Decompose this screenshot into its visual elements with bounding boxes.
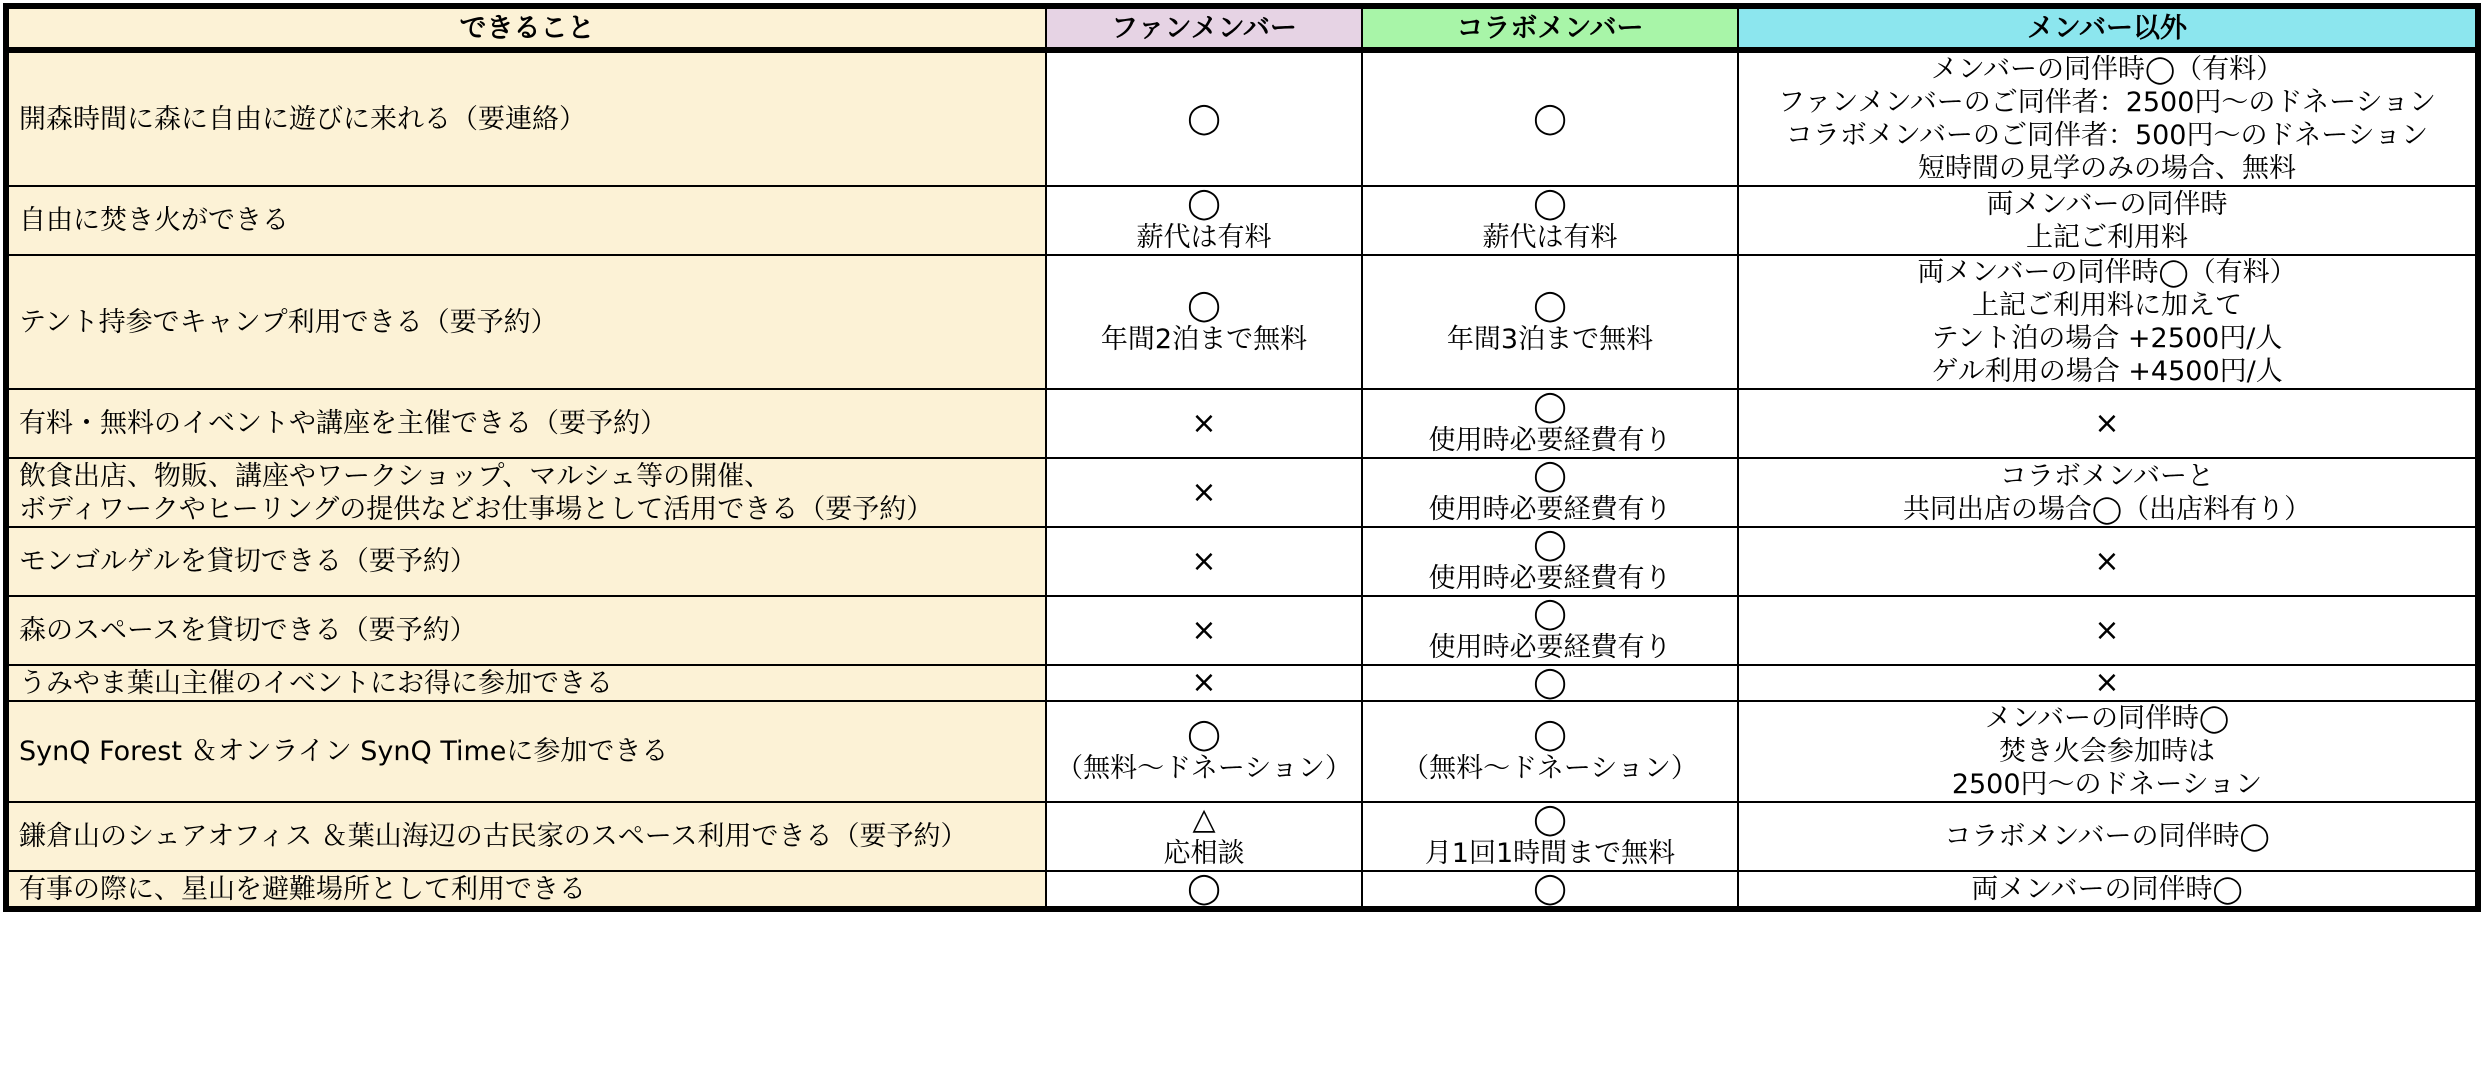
feature-cell [6, 186, 1046, 255]
cell-line: 薪代は有料 [1482, 222, 1618, 253]
cell-line: ◯ [1187, 717, 1221, 752]
table-row [6, 186, 2478, 255]
non-member-cell [1738, 527, 2478, 596]
feature-cell [6, 527, 1046, 596]
cell-line: ◯ [1533, 389, 1567, 424]
fan-member-cell [1046, 50, 1362, 186]
cell-line: 上記ご利用料 [2026, 221, 2188, 253]
cell-line: ◯ [1533, 665, 1567, 700]
cell-line: 使用時必要経費有り [1428, 563, 1672, 594]
table-row [6, 871, 2478, 909]
cell-line: 飲食出店、物販、講座やワークショップ、マルシェ等の開催、 [19, 460, 772, 492]
non-member-cell [1738, 458, 2478, 527]
cell-line: コラボメンバーのご同伴者：500円〜のドネーション [1785, 120, 2429, 151]
cell-line: ◯ [1533, 186, 1567, 221]
cell-line: 月1回1時間まで無料 [1424, 838, 1676, 869]
fan-member-cell [1046, 871, 1362, 909]
table-row [6, 665, 2478, 701]
collab-member-cell [1362, 50, 1738, 186]
header-features: できること [6, 6, 1046, 50]
cell-line: 共同出店の場合◯（出店料有り） [1902, 493, 2312, 525]
collab-member-cell [1362, 665, 1738, 701]
cell-line: ◯ [1533, 527, 1567, 562]
cell-line: モンゴルゲルを貸切できる（要予約） [19, 546, 477, 577]
cell-line: ◯ [1187, 186, 1221, 221]
collab-member-cell [1362, 186, 1738, 255]
non-member-cell [1738, 701, 2478, 802]
cell-line: メンバーの同伴時◯（有料） [1930, 54, 2284, 85]
non-member-cell [1738, 255, 2478, 389]
fan-member-cell [1046, 255, 1362, 389]
cell-line: 薪代は有料 [1136, 222, 1272, 253]
cell-line: △ [1192, 802, 1216, 837]
cell-line: 森のスペースを貸切できる（要予約） [19, 615, 477, 646]
cell-line: 年間3泊まで無料 [1446, 323, 1654, 355]
cell-line: 使用時必要経費有り [1428, 425, 1672, 456]
feature-cell [6, 458, 1046, 527]
non-member-cell [1738, 186, 2478, 255]
fan-member-cell [1046, 665, 1362, 701]
fan-member-cell [1046, 596, 1362, 665]
table-body [6, 50, 2478, 909]
cell-line: 2500円〜のドネーション [1951, 769, 2263, 800]
fan-member-cell [1046, 527, 1362, 596]
cell-line: ◯ [1533, 802, 1567, 837]
header-fan-member: ファンメンバー [1046, 6, 1362, 50]
cell-line: コラボメンバーの同伴時◯ [1944, 821, 2270, 852]
cell-line: ◯ [1187, 871, 1221, 906]
table-row [6, 596, 2478, 665]
feature-cell [6, 596, 1046, 665]
cell-line: ◯ [1533, 101, 1567, 136]
header-collab-member: コラボメンバー [1362, 6, 1738, 50]
cell-line: × [2094, 665, 2120, 700]
cell-line: 使用時必要経費有り [1428, 494, 1672, 525]
non-member-cell [1738, 596, 2478, 665]
cell-line: 短時間の見学のみの場合、無料 [1918, 153, 2296, 184]
cell-line: ゲル利用の場合 +4500円/人 [1931, 356, 2283, 387]
cell-line: × [2094, 405, 2120, 441]
feature-cell [6, 802, 1046, 871]
cell-line: （無料〜ドネーション） [1402, 753, 1698, 784]
cell-line: ◯ [1533, 287, 1567, 323]
collab-member-cell [1362, 389, 1738, 458]
cell-line: テント泊の場合 +2500円/人 [1931, 323, 2283, 354]
non-member-cell [1738, 389, 2478, 458]
cell-line: × [2094, 612, 2120, 648]
cell-line: 有事の際に、星山を避難場所として利用できる [19, 873, 586, 905]
table-row [6, 50, 2478, 186]
fan-member-cell [1046, 389, 1362, 458]
cell-line: ボディワークやヒーリングの提供などお仕事場として活用できる（要予約） [19, 493, 934, 525]
non-member-cell [1738, 871, 2478, 909]
cell-line: ◯ [1187, 101, 1221, 136]
cell-line: 使用時必要経費有り [1428, 632, 1672, 663]
cell-line: ◯ [1533, 596, 1567, 631]
cell-line: SynQ Forest ＆オンライン SynQ Timeに参加できる [19, 736, 669, 767]
feature-cell [6, 701, 1046, 802]
feature-cell [6, 50, 1046, 186]
feature-cell [6, 665, 1046, 701]
header-non-member: メンバー以外 [1738, 6, 2478, 50]
cell-line: ファンメンバーのご同伴者：2500円〜のドネーション [1777, 87, 2437, 118]
collab-member-cell [1362, 596, 1738, 665]
cell-line: 両メンバーの同伴時◯（有料） [1917, 257, 2297, 288]
cell-line: 焚き火会参加時は [1999, 736, 2215, 767]
cell-line: 両メンバーの同伴時 [1986, 188, 2228, 220]
table-row [6, 255, 2478, 389]
table-row [6, 389, 2478, 458]
cell-line: 応相談 [1163, 838, 1245, 869]
fan-member-cell [1046, 701, 1362, 802]
cell-line: ◯ [1187, 287, 1221, 323]
cell-line: × [2094, 543, 2120, 579]
collab-member-cell [1362, 701, 1738, 802]
table-row [6, 527, 2478, 596]
cell-line: 有料・無料のイベントや講座を主催できる（要予約） [19, 408, 667, 439]
header-row [6, 6, 2478, 50]
cell-line: × [1191, 665, 1217, 700]
cell-line: × [1191, 612, 1217, 648]
cell-line: 上記ご利用料に加えて [1972, 290, 2242, 321]
membership-benefits-table [3, 3, 2481, 912]
table-row [6, 701, 2478, 802]
fan-member-cell [1046, 458, 1362, 527]
cell-line: うみやま葉山主催のイベントにお得に参加できる [19, 667, 613, 699]
collab-member-cell [1362, 871, 1738, 909]
feature-cell [6, 389, 1046, 458]
cell-line: ◯ [1533, 458, 1567, 493]
cell-line: メンバーの同伴時◯ [1984, 703, 2230, 734]
non-member-cell [1738, 50, 2478, 186]
cell-line: ◯ [1533, 717, 1567, 752]
cell-line: 両メンバーの同伴時◯ [1971, 873, 2243, 905]
table-row [6, 458, 2478, 527]
cell-line: × [1191, 474, 1217, 510]
cell-line: テント持参でキャンプ利用できる（要予約） [19, 306, 558, 338]
cell-line: × [1191, 543, 1217, 579]
cell-line: 開森時間に森に自由に遊びに来れる（要連絡） [19, 103, 586, 135]
non-member-cell [1738, 665, 2478, 701]
collab-member-cell [1362, 802, 1738, 871]
fan-member-cell [1046, 802, 1362, 871]
cell-line: ◯ [1533, 871, 1567, 906]
non-member-cell [1738, 802, 2478, 871]
cell-line: 年間2泊まで無料 [1100, 323, 1308, 355]
collab-member-cell [1362, 458, 1738, 527]
cell-line: 鎌倉山のシェアオフィス ＆葉山海辺の古民家のスペース利用できる（要予約） [19, 821, 968, 852]
feature-cell [6, 255, 1046, 389]
cell-line: 自由に焚き火ができる [19, 205, 289, 236]
collab-member-cell [1362, 527, 1738, 596]
collab-member-cell [1362, 255, 1738, 389]
cell-line: コラボメンバーと [1999, 460, 2215, 492]
fan-member-cell [1046, 186, 1362, 255]
feature-cell [6, 871, 1046, 909]
cell-line: （無料〜ドネーション） [1056, 753, 1352, 784]
table-row [6, 802, 2478, 871]
cell-line: × [1191, 405, 1217, 441]
